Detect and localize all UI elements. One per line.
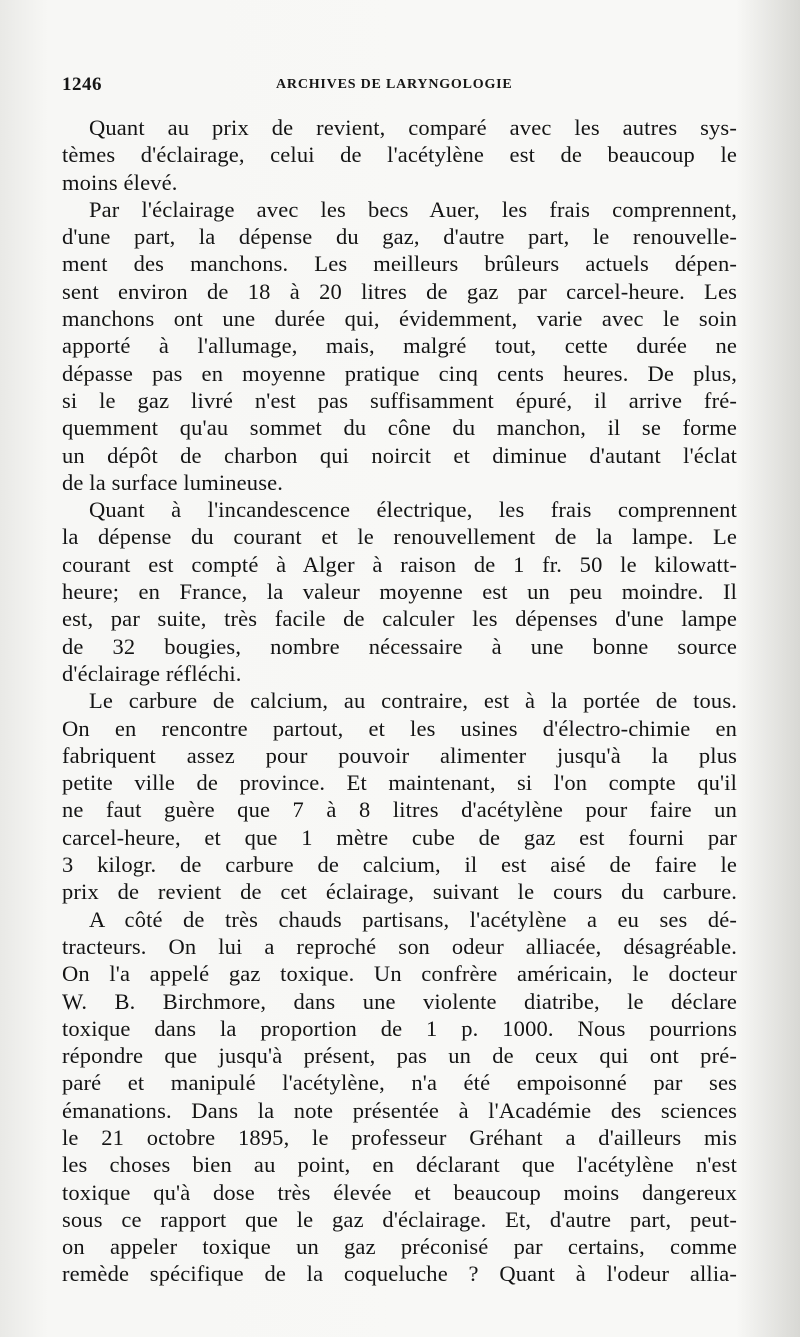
text-line: Quant au prix de revient, comparé avec les autres sys- — [89, 115, 737, 140]
text-line: petite ville de province. Et maintenant, si l'on compte qu'il — [62, 770, 737, 796]
text-line: moins élevé. — [62, 169, 178, 195]
text-line: fabriquent assez pour pouvoir alimenter jusqu'à la plus — [62, 742, 737, 768]
text-line: de la surface lumineuse. — [62, 469, 284, 495]
text-line: manchons ont une durée qui, évidemment, varie avec le soin — [62, 306, 737, 332]
running-title: ARCHIVES DE LARYNGOLOGIE — [276, 77, 513, 92]
text-line: carcel-heure, et que 1 mètre cube de gaz est fourni par — [62, 824, 737, 850]
text-line: est, par suite, très facile de calculer les dépenses d'une lampe — [62, 606, 737, 632]
text-line: la dépense du courant et le renouvellement de la lampe. Le — [62, 524, 737, 550]
text-line: heure; en France, la valeur moyenne est un peu moindre. Il — [62, 579, 737, 605]
page-header — [62, 74, 738, 98]
text-line: 3 kilogr. de carbure de calcium, il est aisé de faire le — [62, 852, 737, 878]
text-line: toxique qu'à dose très élevée et beaucoup moins dangereux — [62, 1179, 737, 1205]
text-line: ment des manchons. Les meilleurs brûleurs actuels dépen- — [62, 251, 737, 277]
text-line: quemment qu'au sommet du cône du manchon, il se forme — [62, 415, 737, 441]
text-line: dépasse pas en moyenne pratique cinq cents heures. De plus, — [62, 360, 737, 386]
page-number: 1246 — [62, 74, 102, 95]
text-line: Le carbure de calcium, au contraire, est à la portée de tous. — [89, 688, 737, 714]
text-line: de 32 bougies, nombre nécessaire à une bonne source — [62, 633, 737, 659]
text-line: sous ce rapport que le gaz d'éclairage. Et, d'autre part, peut- — [62, 1206, 737, 1232]
text-line: le 21 octobre 1895, le professeur Gréhant a d'ailleurs mis — [62, 1124, 737, 1150]
text-line: on appeler toxique un gaz préconisé par certains, comme — [62, 1234, 737, 1260]
text-line: ne faut guère que 7 à 8 litres d'acétylène pour faire un — [62, 797, 737, 823]
text-line: apporté à l'allumage, mais, malgré tout, cette durée ne — [62, 333, 737, 359]
text-line: On en rencontre partout, et les usines d'électro-chimie en — [62, 715, 737, 741]
body-text — [62, 114, 737, 1288]
text-line: Quant à l'incandescence électrique, les frais comprennent — [89, 497, 737, 523]
text-line: d'une part, la dépense du gaz, d'autre part, le renouvelle- — [62, 224, 737, 250]
text-line: remède spécifique de la coqueluche ? Quant à l'odeur allia- — [62, 1261, 737, 1287]
text-line: W. B. Birchmore, dans une violente diatribe, le déclare — [62, 988, 737, 1014]
text-line: tèmes d'éclairage, celui de l'acétylène est de beaucoup le — [62, 142, 737, 168]
text-line: prix de revient de cet éclairage, suivant le cours du carbure. — [62, 879, 737, 905]
text-line: toxique dans la proportion de 1 p. 1000. Nous pourrions — [62, 1015, 737, 1041]
text-line: répondre que jusqu'à présent, pas un de ceux qui ont pré- — [62, 1043, 737, 1069]
text-line: un dépôt de charbon qui noircit et diminue d'autant l'éclat — [62, 442, 737, 468]
text-line: sent environ de 18 à 20 litres de gaz par carcel-heure. Les — [62, 278, 737, 304]
text-line: courant est compté à Alger à raison de 1 fr. 50 le kilowatt- — [62, 551, 737, 577]
text-line: Par l'éclairage avec les becs Auer, les frais comprennent, — [89, 196, 737, 222]
text-line: émanations. Dans la note présentée à l'Académie des sciences — [62, 1097, 737, 1123]
text-line: si le gaz livré n'est pas suffisamment épuré, il arrive fré- — [62, 387, 737, 413]
text-line: A côté de très chauds partisans, l'acétylène a eu ses dé- — [89, 906, 737, 932]
text-line: On l'a appelé gaz toxique. Un confrère américain, le docteur — [62, 961, 737, 987]
text-line: paré et manipulé l'acétylène, n'a été empoisonné par ses — [62, 1070, 737, 1096]
text-line: les choses bien au point, en déclarant que l'acétylène n'est — [62, 1152, 737, 1178]
text-line: d'éclairage réfléchi. — [62, 660, 242, 686]
text-line: tracteurs. On lui a reproché son odeur alliacée, désagréable. — [62, 933, 737, 959]
